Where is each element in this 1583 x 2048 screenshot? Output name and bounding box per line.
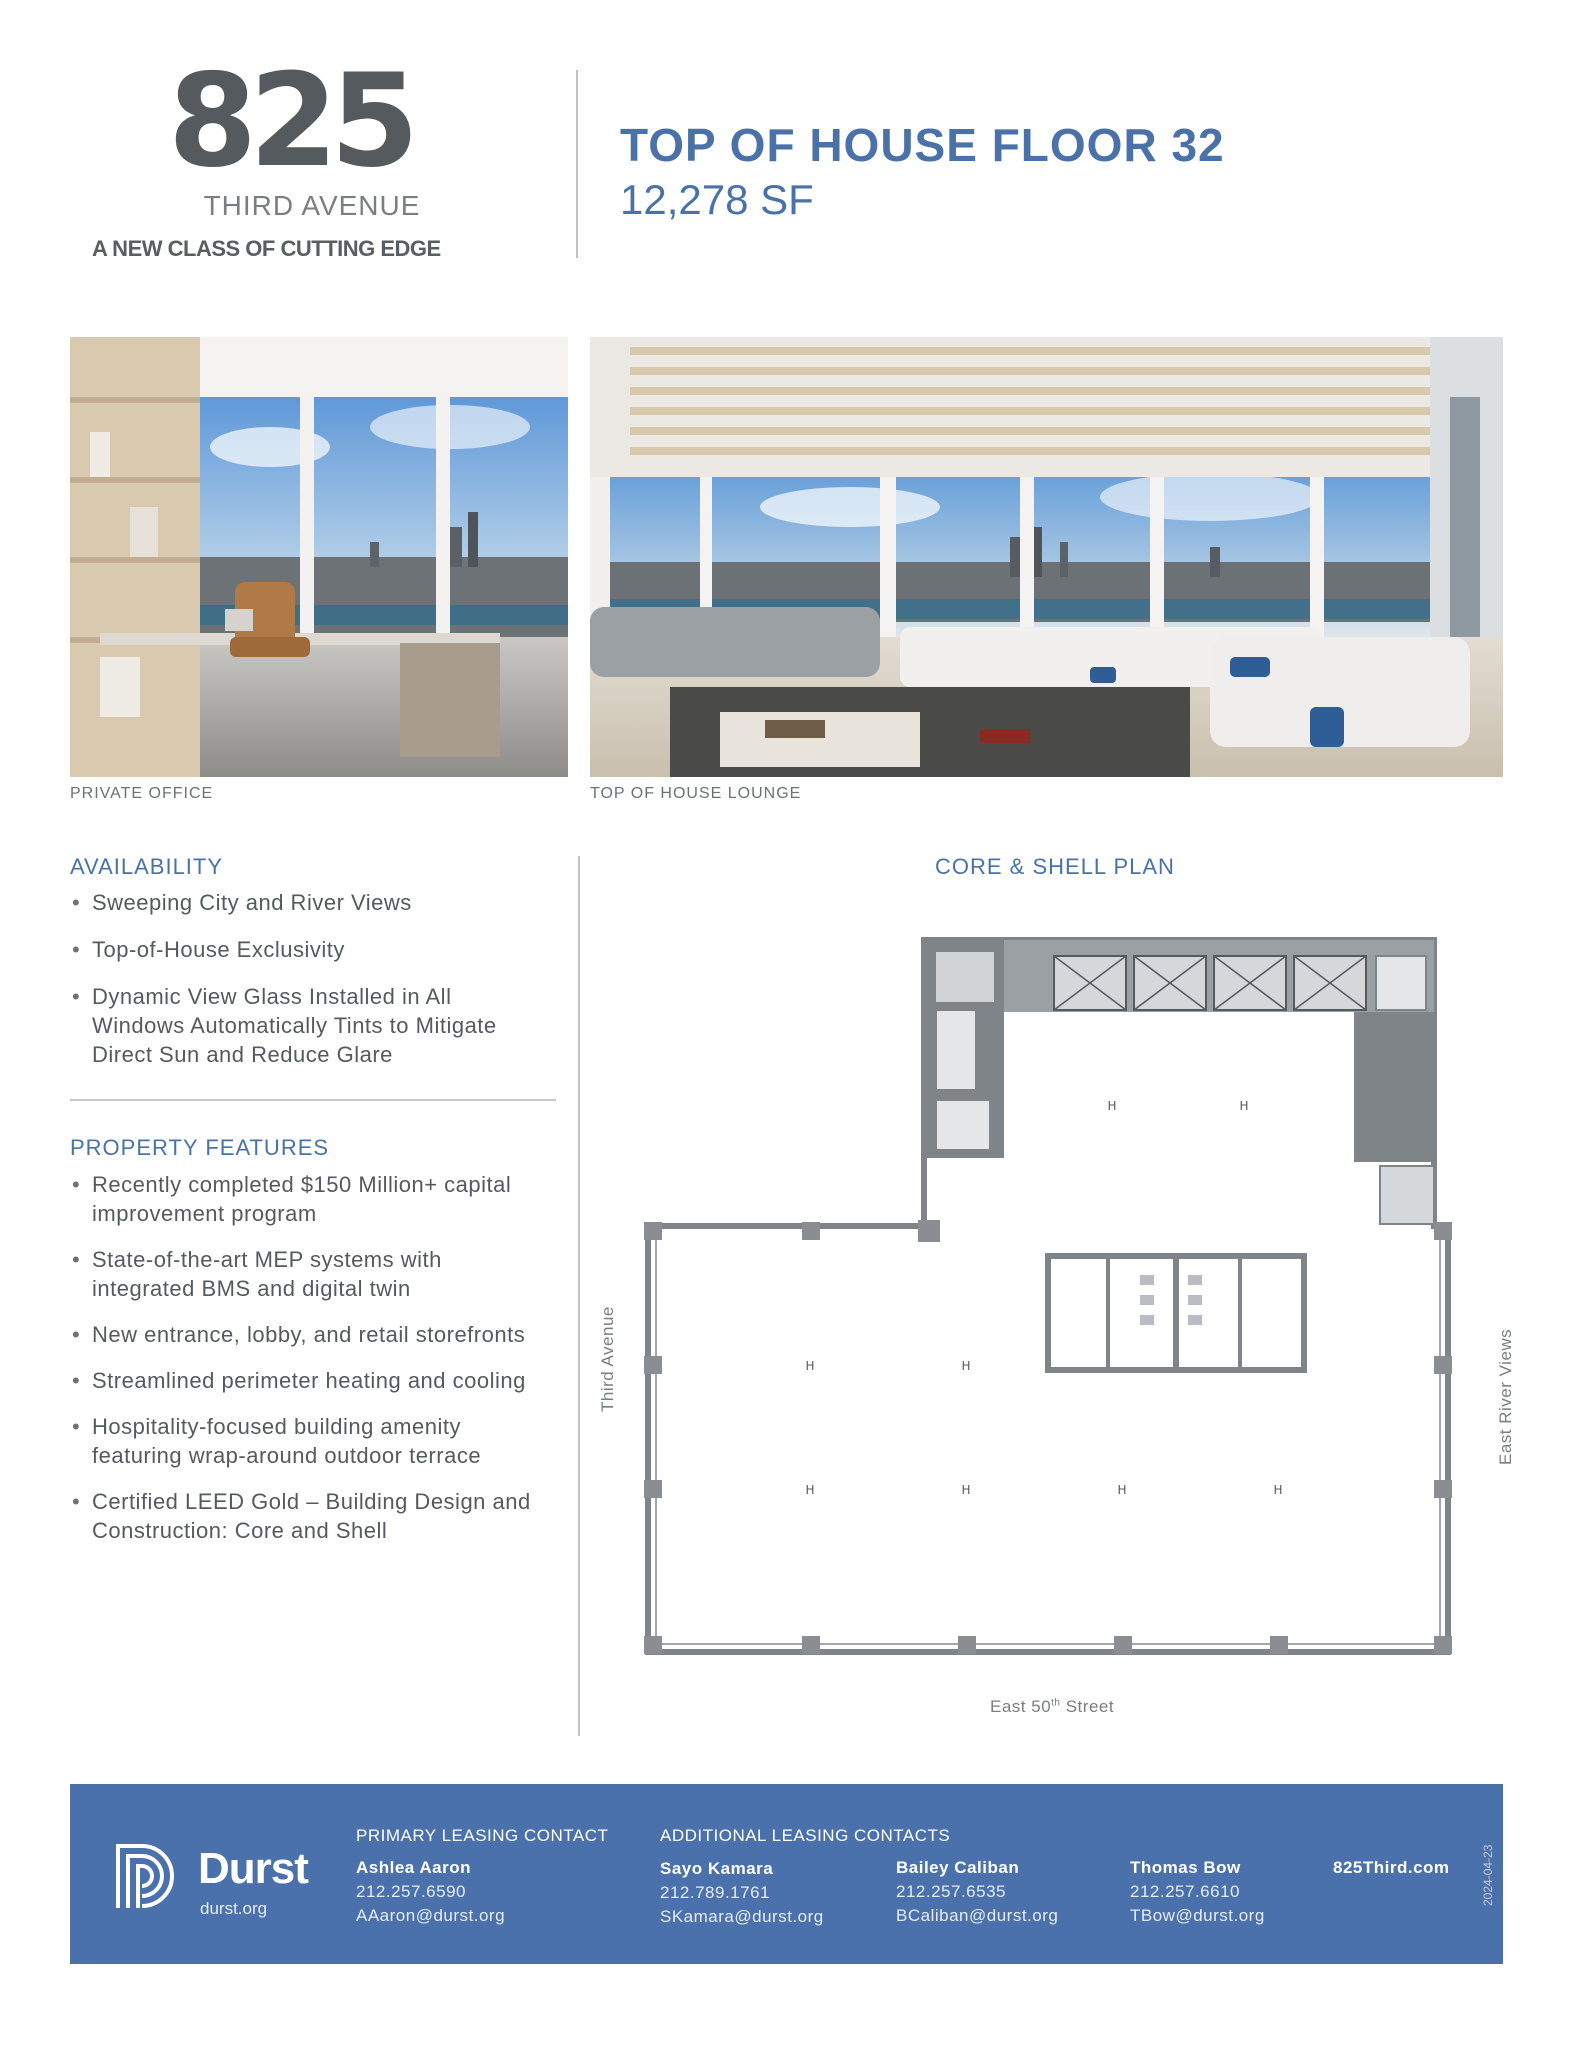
private-office-photo xyxy=(70,337,568,777)
brand-url[interactable]: durst.org xyxy=(200,1899,268,1918)
plan-heading: CORE & SHELL PLAN xyxy=(935,854,1175,879)
contact-name: Thomas Bow xyxy=(1130,1858,1241,1877)
features-heading: PROPERTY FEATURES xyxy=(70,1135,330,1160)
photo-caption-right: TOP OF HOUSE LOUNGE xyxy=(590,785,802,802)
list-item: • Hospitality-focused building amenity featuring wrap-around outdoor terrace xyxy=(70,1412,550,1470)
contact-email[interactable]: AAaron@durst.org xyxy=(356,1906,506,1925)
section-divider xyxy=(70,1099,556,1101)
logo-number: 825 xyxy=(168,47,412,196)
list-item: • Recently completed $150 Million+ capital improvement program xyxy=(70,1170,550,1228)
photo-caption-left: PRIVATE OFFICE xyxy=(70,785,214,802)
primary-contact-heading: PRIMARY LEASING CONTACT xyxy=(356,1826,609,1845)
column-marker: H xyxy=(805,1359,815,1373)
list-item: • Streamlined perimeter heating and cooling xyxy=(70,1366,550,1395)
list-item: • State-of-the-art MEP systems with integrated BMS and digital twin xyxy=(70,1245,550,1303)
contact-email[interactable]: SKamara@durst.org xyxy=(660,1907,824,1926)
column-marker: H xyxy=(961,1359,971,1373)
contact-phone[interactable]: 212.257.6610 xyxy=(1130,1882,1240,1901)
contact-email[interactable]: BCaliban@durst.org xyxy=(896,1906,1059,1925)
plan-left-label: Third Avenue xyxy=(598,1306,617,1412)
list-item: • Certified LEED Gold – Building Design and Construction: Core and Shell xyxy=(70,1487,550,1545)
lounge-photo xyxy=(590,337,1503,777)
floor-plan xyxy=(640,930,1460,1670)
contact-phone[interactable]: 212.789.1761 xyxy=(660,1883,770,1902)
page-subtitle: 12,278 SF xyxy=(620,176,814,223)
column-marker: H xyxy=(1107,1099,1117,1113)
plan-bottom-label: East 50th Street xyxy=(990,1697,1115,1716)
list-item: • Dynamic View Glass Installed in All Windows Automatically Tints to Mitigate Direct Sun and Reduce Glare xyxy=(70,982,550,1069)
column-divider xyxy=(578,856,580,1736)
column-marker: H xyxy=(1117,1483,1127,1497)
contact-email[interactable]: TBow@durst.org xyxy=(1130,1906,1265,1925)
logo-street: THIRD AVENUE xyxy=(203,190,421,221)
availability-heading: AVAILABILITY xyxy=(70,854,224,879)
contact-name: Bailey Caliban xyxy=(896,1858,1020,1877)
availability-list xyxy=(70,888,550,1069)
contact-phone[interactable]: 212.257.6535 xyxy=(896,1882,1006,1901)
additional-contacts-heading: ADDITIONAL LEASING CONTACTS xyxy=(660,1826,951,1845)
website-link[interactable]: 825Third.com xyxy=(1333,1858,1450,1877)
brand-name: Durst xyxy=(198,1844,308,1893)
contact-name: Ashlea Aaron xyxy=(356,1858,471,1877)
features-list xyxy=(70,1170,550,1545)
contact-phone[interactable]: 212.257.6590 xyxy=(356,1882,466,1901)
list-item: • New entrance, lobby, and retail storefronts xyxy=(70,1320,550,1349)
list-item: • Sweeping City and River Views xyxy=(70,888,550,917)
footer-band xyxy=(70,1784,1503,1964)
list-item: • Top-of-House Exclusivity xyxy=(70,935,550,964)
column-marker: H xyxy=(961,1483,971,1497)
date-code: 2024-04-23 xyxy=(1481,1844,1495,1906)
durst-logo-icon xyxy=(112,1838,186,1912)
column-marker: H xyxy=(1273,1483,1283,1497)
page-title: TOP OF HOUSE FLOOR 32 xyxy=(620,119,1225,171)
tagline: A NEW CLASS OF CUTTING EDGE xyxy=(92,236,441,261)
plan-right-label: East River Views xyxy=(1496,1328,1515,1465)
column-marker: H xyxy=(805,1483,815,1497)
header-divider xyxy=(576,70,578,258)
column-marker: H xyxy=(1239,1099,1249,1113)
contact-name: Sayo Kamara xyxy=(660,1859,774,1878)
